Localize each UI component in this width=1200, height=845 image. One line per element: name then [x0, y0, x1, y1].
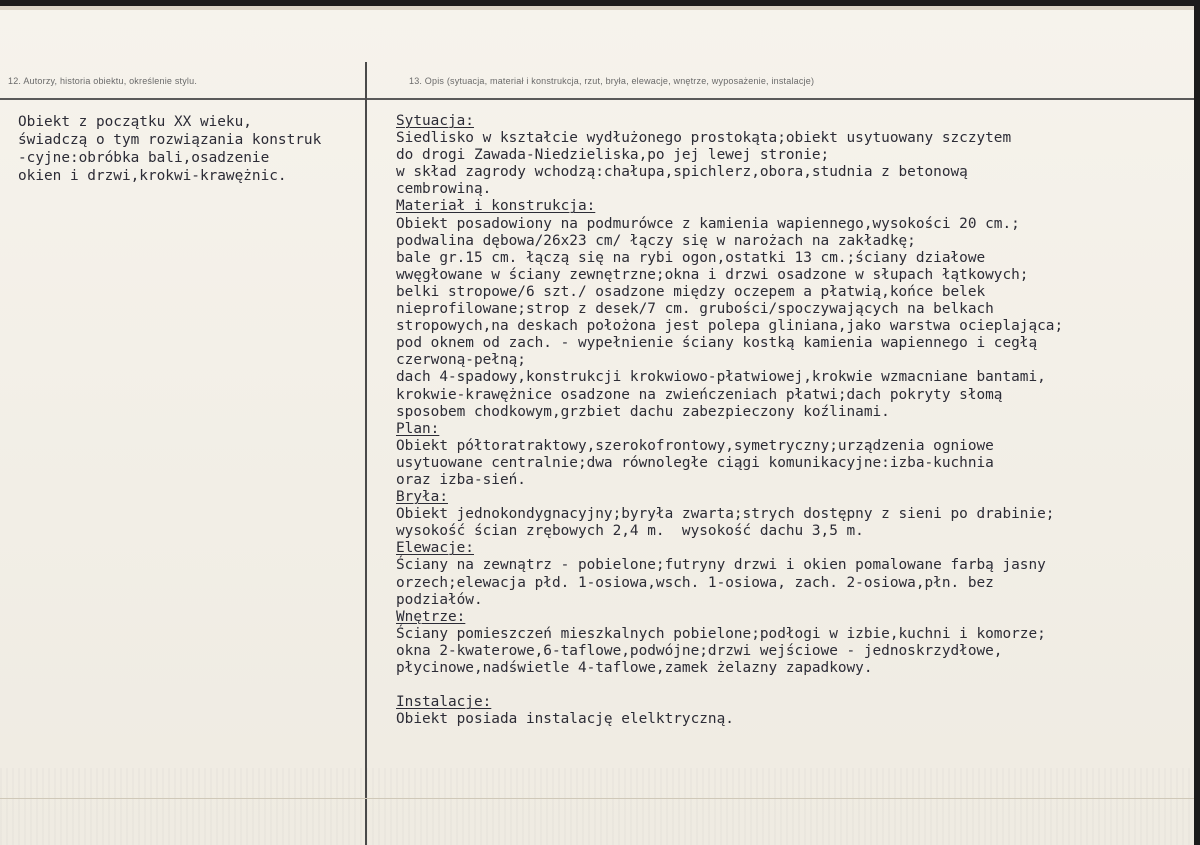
section-text-line: wysokość ścian zrębowych 2,4 m. wysokość dachu 3,5 m. — [396, 523, 864, 540]
section-heading: Wnętrze: — [396, 608, 466, 625]
section-heading: Sytuacja: — [396, 113, 474, 129]
section-text-line: cembrowiną. — [396, 181, 492, 198]
section-text-line: Obiekt posadowiony na podmurówce z kamienia wapiennego,wysokości 20 cm.; — [396, 215, 1020, 232]
card-top-edge — [0, 0, 1200, 10]
section-text-line: pod oknem od zach. - wypełnienie ściany kostką kamienia wapiennego i cegłą — [396, 335, 1038, 352]
section-text-line: do drogi Zawada-Niedzieliska,po jej lewej stronie; — [396, 147, 830, 164]
header-divider — [0, 98, 1194, 100]
section-heading: Instalacje: — [396, 694, 492, 711]
section-spacer — [396, 677, 1186, 694]
section-text-line: Obiekt posiada instalację elelktryczną. — [396, 711, 734, 728]
section-text-line: w skład zagrody wchodzą:chałupa,spichlerz,obora,studnia z betonową — [396, 164, 968, 181]
punch-strip — [0, 768, 1194, 845]
history-text: Obiekt z początku XX wieku, świadczą o tym rozwiązania konstruk -cyjne:obróbka bali,osadzenie okien i drzwi,krokwi-krawężnic. — [18, 114, 322, 184]
section-heading: Bryła: — [396, 489, 448, 506]
section-heading: Plan: — [396, 420, 440, 437]
section-text-line: sposobem chodkowym,grzbiet dachu zabezpieczony koźlinami. — [396, 403, 890, 420]
section-text-line: Ściany na zewnątrz - pobielone;futryny drzwi i okien pomalowane farbą jasny — [396, 557, 1046, 574]
section-text-line: belki stropowe/6 szt./ osadzone między oczepem a płatwią,końce belek — [396, 283, 986, 300]
section-text-line: usytuowane centralnie;dwa równoległe ciągi komunikacyjne:izba-kuchnia — [396, 454, 994, 471]
section-text-line: stropowych,na deskach położona jest polepa gliniana,jako warstwa ocieplająca; — [396, 318, 1064, 335]
section-heading: Elewacje: — [396, 540, 474, 557]
section-text-line: orzech;elewacja płd. 1-osiowa,wsch. 1-osiowa, zach. 2-osiowa,płn. bez — [396, 574, 994, 591]
section-text-line: Obiekt półtoratraktowy,szerokofrontowy,symetryczny;urządzenia ogniowe — [396, 437, 994, 454]
section-text-line: dach 4-spadowy,konstrukcji krokwiowo-płatwiowej,krokwie wzmacniane bantami, — [396, 369, 1046, 386]
section-text-line: podwalina dębowa/26x23 cm/ łączy się w narożach na zakładkę; — [396, 232, 916, 249]
section-text-line: podziałów. — [396, 591, 483, 608]
description-text — [396, 113, 1186, 728]
section-text-line: nieprofilowane;strop z desek/7 cm. grubości/spoczywających na belkach — [396, 301, 994, 318]
section-text-line: oraz izba-sień. — [396, 471, 526, 488]
section-text-line: Siedlisko w kształcie wydłużonego prostokąta;obiekt usytuowany szczytem — [396, 130, 1012, 147]
section-text-line: płycinowe,nadświetle 4-taflowe,zamek żelazny zapadkowy. — [396, 660, 873, 676]
section-text-line: bale gr.15 cm. łączą się na rybi ogon,ostatki 13 cm.;ściany działowe — [396, 249, 986, 266]
section-text-line: krokwie-krawężnice osadzone na zwieńczeniach płatwi;dach pokryty słomą — [396, 386, 1003, 403]
section-text-line: Ściany pomieszczeń mieszkalnych pobielone;podłogi w izbie,kuchni i komorze; — [396, 625, 1046, 642]
field-12-label: 12. Autorzy, historia obiektu, określenie stylu. — [8, 76, 198, 86]
section-heading: Materiał i konstrukcja: — [396, 198, 596, 215]
field-13-label: 13. Opis (sytuacja, materiał i konstrukcja, rzut, bryła, elewacje, wnętrze, wyposażenie, instalacje) — [409, 76, 815, 86]
card-right-edge — [1194, 0, 1200, 845]
section-text-line: wwęgłowane w ściany zewnętrzne;okna i drzwi osadzone w słupach łątkowych; — [396, 266, 1029, 283]
footer-rule — [0, 798, 1194, 799]
section-text-line: czerwoną-pełną; — [396, 352, 526, 369]
column-divider — [365, 62, 367, 845]
section-text-line: Obiekt jednokondygnacyjny;byryła zwarta;strych dostępny z sieni po drabinie; — [396, 506, 1055, 523]
section-text-line: okna 2-kwaterowe,6-taflowe,podwójne;drzwi wejściowe - jednoskrzydłowe, — [396, 642, 1003, 659]
